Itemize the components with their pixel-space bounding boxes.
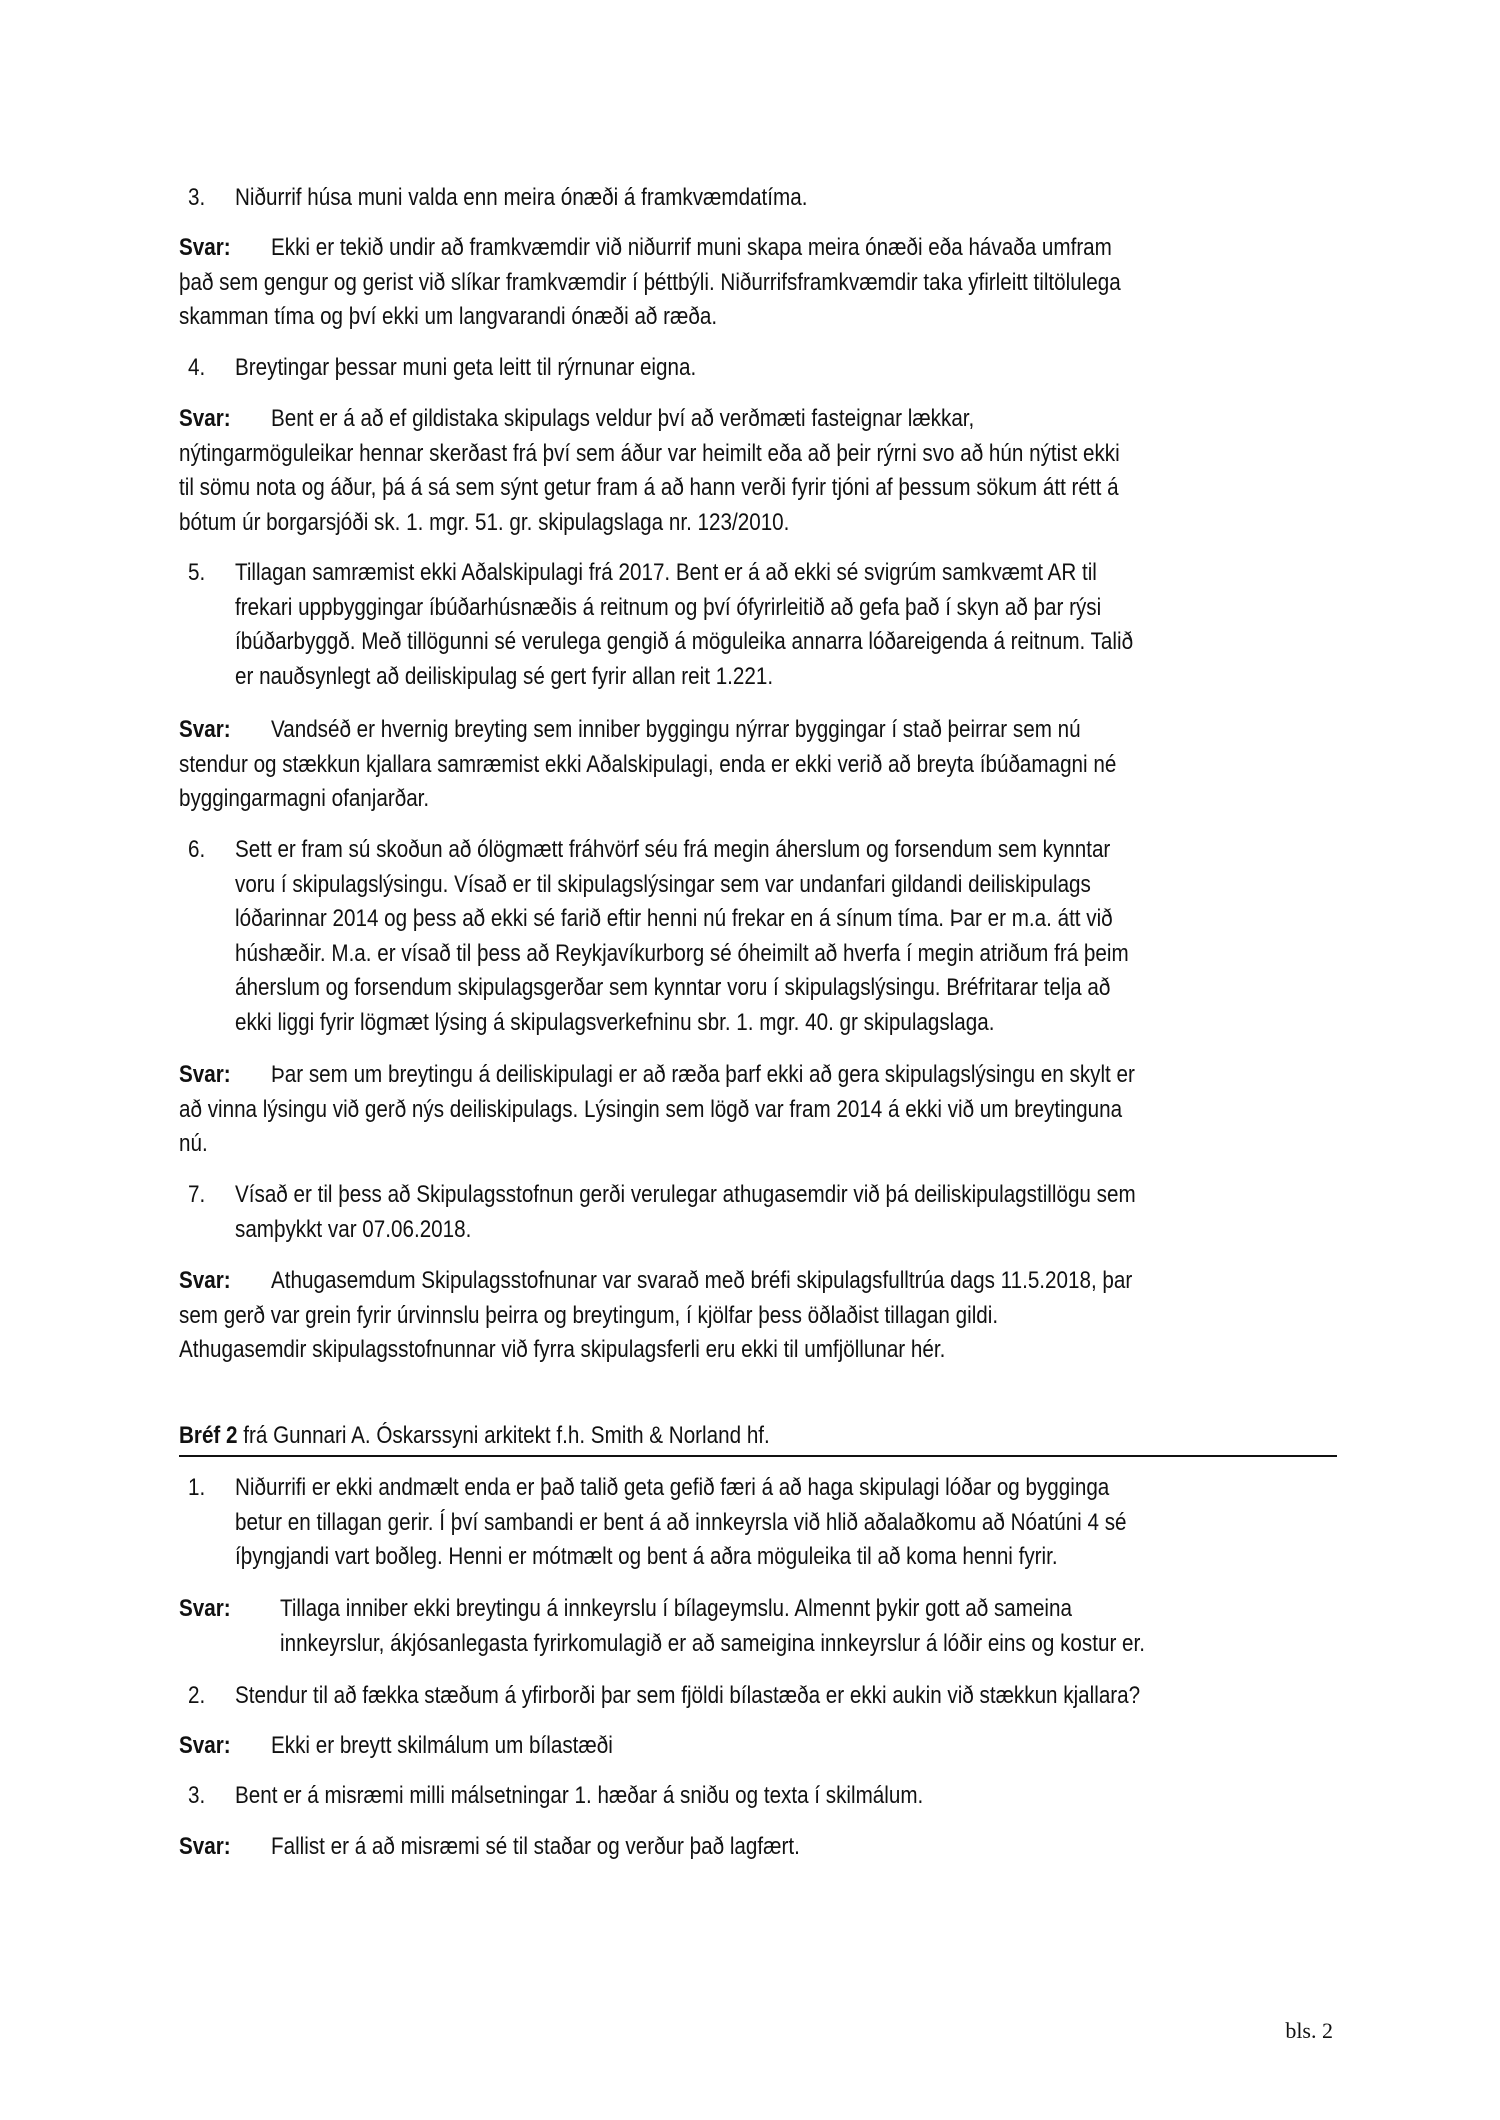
list-number: 5.	[188, 559, 206, 586]
answer-line: nýtingarmöguleikar hennar skerðast frá því sem áður var heimilt eða að þeir rýrni svo að hún nýtist ekki	[179, 439, 1120, 467]
answer-line: innkeyrslur, ákjósanlegasta fyrirkomulagið er að sameigina innkeyrslur á lóðir eins og kostur er.	[280, 1629, 1146, 1657]
list-item-line: ekki liggi fyrir lögmæt lýsing á skipulagsverkefninu sbr. 1. mgr. 40. gr skipulagslaga.	[235, 1008, 995, 1036]
section-heading-text: frá Gunnari A. Óskarssyni arkitekt f.h. Smith & Norland hf.	[237, 1422, 770, 1449]
list-item-line: íþyngjandi vart boðleg. Henni er mótmælt og bent á aðra möguleika til að koma henni fyrir.	[235, 1543, 1058, 1570]
answer-line: Fallist er á að misræmi sé til staðar og verður það lagfært.	[271, 1833, 800, 1860]
answer-line: Athugasemdir skipulagsstofnunnar við fyrra skipulagsferli eru ekki til umfjöllunar hér.	[179, 1336, 946, 1363]
list-number: 6.	[188, 836, 206, 863]
list-item-line: er nauðsynlegt að deiliskipulag sé gert fyrir allan reit 1.221.	[235, 662, 774, 690]
list-item-line: Stendur til að fækka stæðum á yfirborði þar sem fjöldi bílastæða er ekki aukin við stækkun kjallara?	[235, 1682, 1141, 1709]
list-item-line: Breytingar þessar muni geta leitt til rýrnunar eigna.	[235, 354, 697, 381]
answer-line: Ekki er breytt skilmálum um bílastæði	[271, 1732, 613, 1759]
list-number: 4.	[188, 354, 206, 381]
list-number: 3.	[188, 184, 206, 211]
answer-label: Svar:	[179, 1267, 231, 1294]
answer-label: Svar:	[179, 234, 231, 261]
list-item-line: áherslum og forsendum skipulagsgerðar sem kynntar voru í skipulagslýsingu. Bréfritarar telja að	[235, 974, 1111, 1001]
answer-label: Svar:	[179, 1595, 231, 1622]
section-heading-bold: Bréf 2	[179, 1422, 238, 1449]
answer-line: til sömu nota og áður, þá á sá sem sýnt getur fram á að hann verði fyrir tjóni af þessum sökum átt rétt á	[179, 474, 1119, 501]
answer-line: Tillaga inniber ekki breytingu á innkeyrslu í bílageymslu. Almennt þykir gott að sameina	[280, 1595, 1072, 1622]
answer-line: stendur og stækkun kjallara samræmist ekki Aðalskipulagi, enda er ekki verið að breyta íbúðamagni né	[179, 750, 1117, 778]
answer-line: Ekki er tekið undir að framkvæmdir við niðurrif muni skapa meira ónæði eða hávaða umfram	[271, 234, 1112, 261]
list-item-line: samþykkt var 07.06.2018.	[235, 1215, 472, 1243]
list-number: 1.	[188, 1474, 206, 1501]
answer-line: byggingarmagni ofanjarðar.	[179, 785, 430, 812]
answer-line: Athugasemdum Skipulagsstofnunar var svarað með bréfi skipulagsfulltrúa dags 11.5.2018, þar	[271, 1267, 1133, 1294]
answer-line: bótum úr borgarsjóði sk. 1. mgr. 51. gr. skipulagslaga nr. 123/2010.	[179, 508, 790, 536]
answer-line: að vinna lýsingu við gerð nýs deiliskipulags. Lýsingin sem lögð var fram 2014 á ekki við um breytinguna	[179, 1095, 1123, 1123]
list-number: 3.	[188, 1782, 206, 1809]
list-item-line: íbúðarbyggð. Með tillögunni sé verulega gengið á möguleika annarra lóðareigenda á reitnum. Talið	[235, 628, 1134, 655]
list-number: 7.	[188, 1181, 206, 1208]
list-item-line: voru í skipulagslýsingu. Vísað er til skipulagslýsingar sem var undanfari gildandi deiliskipulags	[235, 870, 1091, 898]
answer-label: Svar:	[179, 716, 231, 743]
answer-label: Svar:	[179, 405, 231, 432]
answer-line: skamman tíma og því ekki um langvarandi ónæði að ræða.	[179, 303, 718, 330]
list-item-line: betur en tillagan gerir. Í því sambandi er bent á að innkeyrsla við hlið aðalaðkomu að Nóatúni 4 sé	[235, 1508, 1127, 1536]
answer-line: Þar sem um breytingu á deiliskipulagi er að ræða þarf ekki að gera skipulagslýsingu en skylt er	[271, 1061, 1135, 1088]
answer-line: það sem gengur og gerist við slíkar framkvæmdir í þéttbýli. Niðurrifsframkvæmdir taka yfirleitt tiltölulega	[179, 268, 1121, 296]
list-item-line: Tillagan samræmist ekki Aðalskipulagi frá 2017. Bent er á að ekki sé svigrúm samkvæmt AR til	[235, 559, 1097, 586]
list-item-line: Bent er á misræmi milli málsetningar 1. hæðar á sniðu og texta í skilmálum.	[235, 1782, 924, 1809]
list-item-line: húshæðir. M.a. er vísað til þess að Reykjavíkurborg sé óheimilt að hverfa í megin atriðum frá þeim	[235, 939, 1129, 967]
answer-label: Svar:	[179, 1061, 231, 1088]
answer-line: Bent er á að ef gildistaka skipulags veldur því að verðmæti fasteignar lækkar,	[271, 405, 975, 432]
answer-line: sem gerð var grein fyrir úrvinnslu þeirra og breytingum, í kjölfar þess öðlaðist tillagan gildi.	[179, 1301, 999, 1329]
list-item-line: lóðarinnar 2014 og þess að ekki sé farið eftir henni nú frekar en á sínum tíma. Þar er m.a. átt við	[235, 905, 1113, 932]
heading-underline	[179, 1455, 1337, 1457]
list-item-line: Niðurrifi er ekki andmælt enda er það talið geta gefið færi á að haga skipulagi lóðar og bygginga	[235, 1474, 1110, 1501]
answer-line: Vandséð er hvernig breyting sem inniber byggingu nýrrar byggingar í stað þeirrar sem nú	[271, 716, 1081, 743]
list-item-line: Niðurrif húsa muni valda enn meira ónæði á framkvæmdatíma.	[235, 184, 808, 211]
list-item-line: Sett er fram sú skoðun að ólögmætt fráhvörf séu frá megin áherslum og forsendum sem kynntar	[235, 836, 1111, 863]
section-heading	[179, 1419, 770, 1453]
answer-label: Svar:	[179, 1833, 231, 1860]
page-number: bls. 2	[1285, 2018, 1333, 2043]
list-item-line: frekari uppbyggingar íbúðarhúsnæðis á reitnum og því ófyrirleitið að gefa það í skyn að þar rýsi	[235, 593, 1102, 621]
answer-line: nú.	[179, 1130, 208, 1157]
answer-label: Svar:	[179, 1732, 231, 1759]
list-item-line: Vísað er til þess að Skipulagsstofnun gerði verulegar athugasemdir við þá deiliskipulagstillögu sem	[235, 1181, 1136, 1208]
list-number: 2.	[188, 1682, 206, 1709]
